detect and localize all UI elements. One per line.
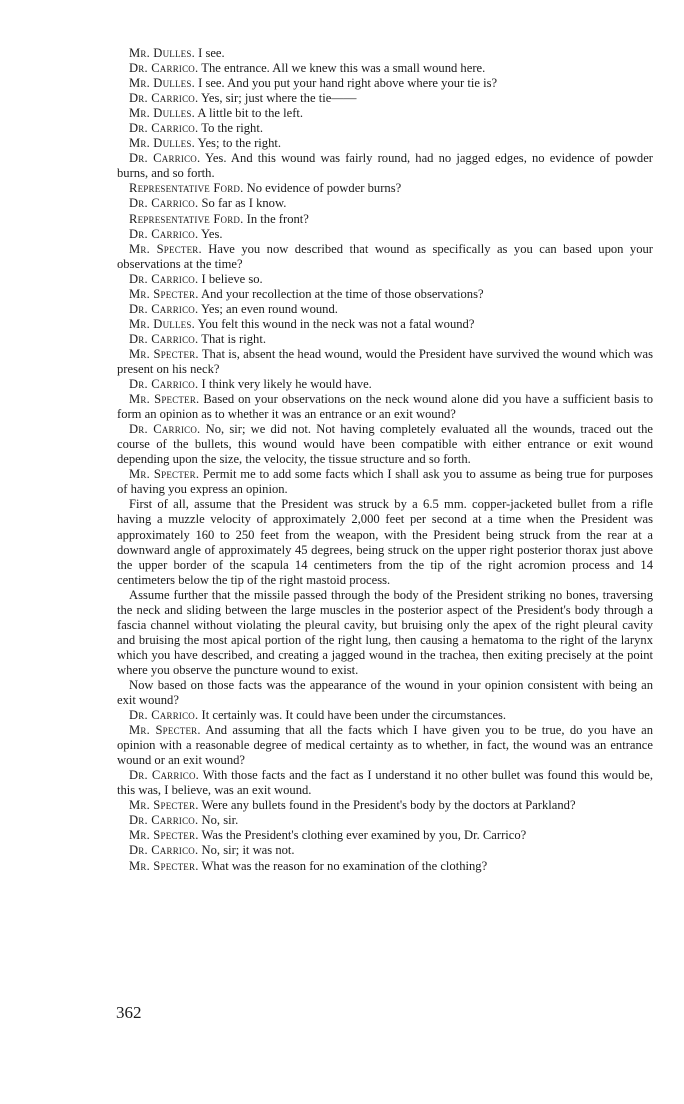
- speaker-name: Dr. Carrico.: [129, 196, 199, 211]
- transcript-paragraph: [117, 227, 653, 242]
- transcript-paragraph: [117, 347, 653, 377]
- speaker-name: Mr. Dulles.: [129, 46, 195, 60]
- speaker-name: Dr. Carrico.: [129, 151, 201, 166]
- transcript-paragraph: [117, 287, 653, 302]
- speaker-name: Dr. Carrico.: [129, 61, 199, 76]
- transcript-paragraph: [117, 377, 653, 392]
- testimony-text: The entrance. All we knew this was a small wound here.: [198, 61, 486, 76]
- testimony-text: Yes; to the right.: [194, 136, 282, 151]
- testimony-text: No evidence of powder burns?: [243, 181, 402, 196]
- transcript-paragraph: [117, 813, 653, 828]
- testimony-text: Was the President's clothing ever examined by you, Dr. Carrico?: [198, 828, 527, 843]
- testimony-text: Yes; an even round wound.: [198, 301, 338, 316]
- transcript-paragraph: [117, 467, 653, 497]
- testimony-text: Based on your observations on the neck wound alone did you have a sufficient basis to form an opinion as to whether it was an entrance or an exit wound?: [117, 392, 653, 422]
- speaker-name: Mr. Specter.: [129, 286, 199, 301]
- speaker-name: Dr. Carrico.: [129, 331, 199, 346]
- transcript-paragraph: [117, 708, 653, 723]
- testimony-text: I see. And you put your hand right above where your tie is?: [194, 76, 498, 91]
- transcript-paragraph: [117, 136, 653, 151]
- transcript-paragraph: [117, 212, 653, 227]
- speaker-name: Dr. Carrico.: [129, 813, 199, 828]
- testimony-text: No, sir; we did not. Not having completely evaluated all the wounds, traced out the course of the bullets, this wound would have been compatible with either entrance or exit wound depending upon the size, the velocity, the tissue structure and so forth.: [117, 422, 653, 467]
- speaker-name: Dr. Carrico.: [129, 377, 199, 392]
- speaker-name: Mr. Dulles.: [129, 136, 195, 151]
- testimony-text: No, sir; it was not.: [198, 843, 295, 858]
- transcript-paragraph: [117, 151, 653, 181]
- testimony-text: A little bit to the left.: [194, 106, 304, 121]
- transcript-paragraph: [117, 317, 653, 332]
- transcript-paragraph: [117, 859, 653, 874]
- transcript-paragraph: [117, 242, 653, 272]
- testimony-text: In the front?: [243, 211, 309, 226]
- testimony-text: I see.: [194, 46, 225, 60]
- testimony-text: That is right.: [198, 331, 266, 346]
- speaker-name: Dr. Carrico.: [129, 226, 199, 241]
- transcript-paragraph: [117, 61, 653, 76]
- testimony-text: First of all, assume that the President was struck by a 6.5 mm. copper-jacketed bullet from a rifle having a muzzle velocity of approximately 2,000 feet per second at a time when the President was approximately 160 to 250 feet from the weapon, with the President being struck from the rear at a downward angle of approximately 45 degrees, being struck on the upper right posterior thorax just above the upper border of the scapula 14 centimeters from the tip of the right acromion process and 14 centimeters below the tip of the right mastoid process.: [117, 497, 653, 587]
- testimony-text: Were any bullets found in the President's body by the doctors at Parkland?: [198, 798, 576, 813]
- transcript-paragraph: [117, 392, 653, 422]
- speaker-name: Dr. Carrico.: [129, 271, 199, 286]
- transcript-paragraph: [117, 91, 653, 106]
- transcript-paragraph: [117, 843, 653, 858]
- transcript-paragraph: [117, 302, 653, 317]
- transcript-paragraph: [117, 678, 653, 708]
- testimony-text: Assume further that the missile passed through the body of the President striking no bones, traversing the neck and sliding between the large muscles in the posterior aspect of the President's body through a fascia channel without violating the pleural cavity, but bruising only the apex of the right pleural cavity and bruising the most apical portion of the right lung, then causing a hematoma to the right of the larynx which you have described, and creating a jagged wound in the trachea, then exiting precisely at the point where you observe the puncture wound to exist.: [117, 587, 653, 677]
- testimony-text: It certainly was. It could have been under the circumstances.: [198, 708, 507, 723]
- page-number: 362: [116, 1003, 142, 1022]
- speaker-name: Dr. Carrico.: [129, 768, 200, 783]
- testimony-text: Yes, sir; just where the tie——: [198, 91, 357, 106]
- transcript-paragraph: [117, 272, 653, 287]
- speaker-name: Mr. Specter.: [129, 858, 199, 873]
- transcript-paragraph: [117, 121, 653, 136]
- transcript-paragraph: [117, 76, 653, 91]
- transcript-paragraph: [117, 828, 653, 843]
- speaker-name: Mr. Specter.: [129, 798, 199, 813]
- transcript-page: [117, 46, 653, 874]
- transcript-paragraph: [117, 196, 653, 211]
- testimony-text: So far as I know.: [198, 196, 287, 211]
- testimony-text: I believe so.: [198, 271, 263, 286]
- transcript-paragraph: [117, 798, 653, 813]
- testimony-text: With those facts and the fact as I understand it no other bullet was found this would be, this was, I believe, was an exit wound.: [117, 768, 653, 798]
- testimony-text: To the right.: [198, 121, 264, 136]
- speaker-name: Dr. Carrico.: [129, 301, 199, 316]
- transcript-paragraph: [117, 723, 653, 768]
- testimony-text: What was the reason for no examination of the clothing?: [198, 858, 488, 873]
- testimony-text: And assuming that all the facts which I have given you to be true, do you have an opinion with a reasonable degree of medical certainty as to whether, in fact, the wound was an entrance wound or an exit wound?: [117, 723, 653, 768]
- testimony-text: Now based on those facts was the appearance of the wound in your opinion consistent with being an exit wound?: [117, 677, 653, 708]
- speaker-name: Mr. Dulles.: [129, 106, 195, 121]
- transcript-paragraph: [117, 181, 653, 196]
- testimony-text: That is, absent the head wound, would the President have survived the wound which was present on his neck?: [117, 346, 653, 376]
- transcript-paragraph: [117, 497, 653, 587]
- speaker-name: Dr. Carrico.: [129, 121, 199, 136]
- speaker-name: Mr. Specter.: [129, 723, 201, 738]
- transcript-paragraph: [117, 588, 653, 678]
- transcript-paragraph: [117, 768, 653, 798]
- testimony-text: Yes.: [198, 226, 223, 241]
- speaker-name: Dr. Carrico.: [129, 91, 199, 106]
- speaker-name: Mr. Specter.: [129, 241, 202, 256]
- speaker-name: Representative Ford.: [129, 211, 244, 226]
- speaker-name: Dr. Carrico.: [129, 708, 199, 723]
- speaker-name: Dr. Carrico.: [129, 422, 201, 437]
- testimony-text: No, sir.: [198, 813, 239, 828]
- speaker-name: Mr. Dulles.: [129, 76, 195, 91]
- speaker-name: Mr. Specter.: [129, 828, 199, 843]
- speaker-name: Mr. Specter.: [129, 467, 200, 482]
- speaker-name: Mr. Dulles.: [129, 316, 195, 331]
- testimony-text: You felt this wound in the neck was not a fatal wound?: [194, 316, 475, 331]
- testimony-text: Yes. And this wound was fairly round, had no jagged edges, no evidence of powder burns, and so forth.: [117, 151, 653, 181]
- transcript-paragraph: [117, 46, 653, 61]
- testimony-text: And your recollection at the time of those observations?: [198, 286, 484, 301]
- testimony-text: Have you now described that wound as specifically as you can based upon your observations at the time?: [117, 241, 653, 271]
- transcript-paragraph: [117, 106, 653, 121]
- speaker-name: Mr. Specter.: [129, 346, 199, 361]
- speaker-name: Mr. Specter.: [129, 392, 200, 407]
- speaker-name: Representative Ford.: [129, 181, 244, 196]
- testimony-text: Permit me to add some facts which I shall ask you to assume as being true for purposes of having you express an opinion.: [117, 467, 653, 497]
- transcript-paragraph: [117, 422, 653, 467]
- transcript-paragraph: [117, 332, 653, 347]
- testimony-text: I think very likely he would have.: [198, 377, 372, 392]
- speaker-name: Dr. Carrico.: [129, 843, 199, 858]
